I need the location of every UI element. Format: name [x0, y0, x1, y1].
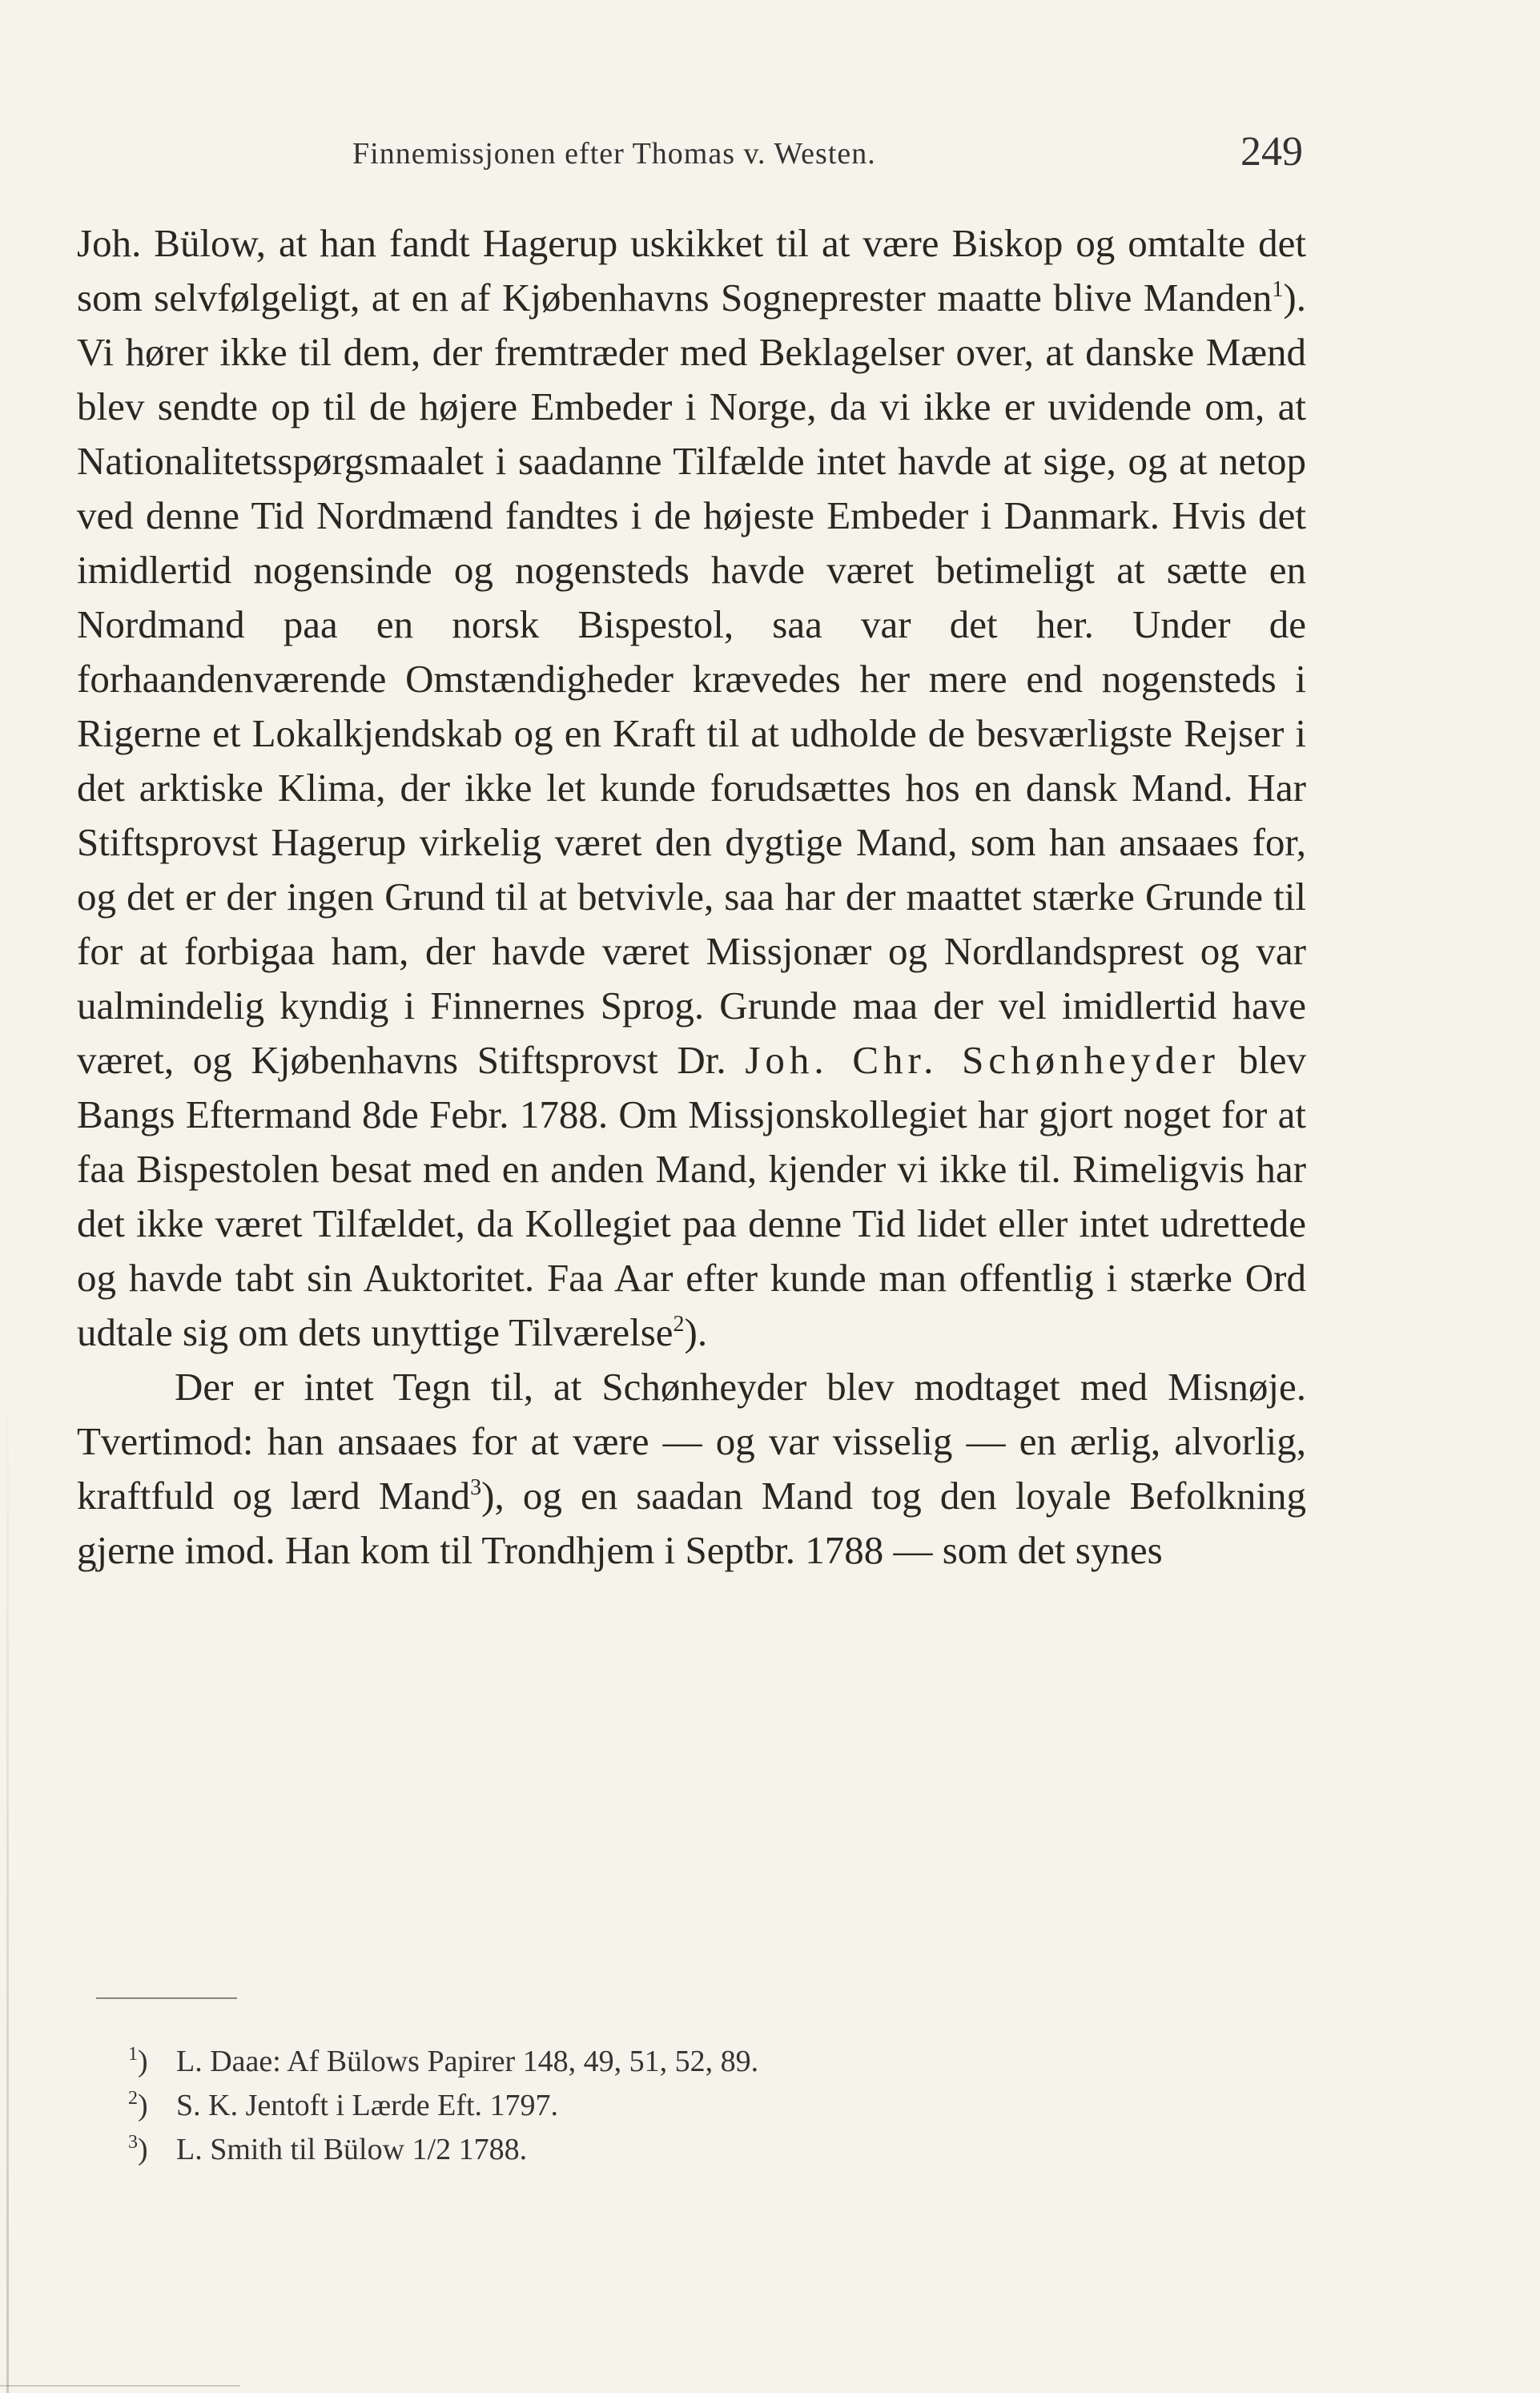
- paragraph-1-text-d: ).: [684, 1310, 708, 1354]
- body-text: [77, 216, 1306, 1578]
- paragraph-2-text-b: ), og en saadan Mand tog den loyale Befolkning gjerne imod. Han kom til Trondhjem i Septbr. 1788 — som det synes: [77, 1474, 1307, 1572]
- paragraph-1-text-c: blev Bangs Eftermand 8de Febr. 1788. Om Missjonskollegiet har gjort noget for at faa Bispestolen besat med en anden Mand, kjender vi ikke til. Rimeligvis har det ikke været Tilfældet, da Kollegiet paa denne Tid lidet eller intet udrettede og havde tabt sin Auktoritet. Faa Aar efter kunde man offentlig i stærke Ord udtale sig om dets unyttige Tilværelse: [77, 1038, 1306, 1354]
- footnote-1: $^1$) L. Daae: Af Bülows Papirer 148, 49, 51, 52, 89.: [128, 2044, 759, 2078]
- footnote-ref-1: 1: [1272, 277, 1284, 302]
- spaced-name: Joh. Chr. Schønheyder: [745, 1038, 1220, 1082]
- paragraph-1-text-b: ). Vi hører ikke til dem, der fremtræder med Beklagelser over, at danske Mænd blev sendte op til de højere Embeder i Norge, da vi ikke er uvidende om, at Nationalitetsspørgsmaalet i saadanne Tilfælde intet havde at sige, og at netop ved denne Tid Nordmænd fandtes i de højeste Embeder i Danmark. Hvis det imidlertid nogensinde og nogensteds havde været betimeligt at sætte en Nordmand paa en norsk Bispestol, saa var det her. Under de forhaandenværende Omstændigheder krævedes her mere end nogensteds i Rigerne et Lokalkjendskab og en Kraft til at udholde de besværligste Rejser i det arktiske Klima, der ikke let kunde forudsættes hos en dansk Mand. Har Stiftsprovst Hagerup virkelig været den dygtige Mand, som han ansaaes for, og det er der ingen Grund til at betvivle, saa har der maattet stærke Grunde til for at forbigaa ham, der havde været Missjonær og Nordlandsprest og var ualmindelig kyndig i Finnernes Sprog. Grunde maa der vel imidlertid have været, og Kjøbenhavns Stiftsprovst Dr.: [77, 275, 1306, 1082]
- paragraph-2-text-a: Der er intet Tegn til, at Schønheyder blev modtaget med Misnøje. Tvertimod: han ansaaes for at være — og var visselig — en ærlig, alvorlig, kraftfuld og lærd Mand: [77, 1365, 1306, 1518]
- footnote-mark: 2: [128, 2088, 138, 2109]
- footnote-2: $^2$) S. K. Jentoft i Lærde Eft. 1797.: [128, 2088, 559, 2122]
- footnote-text: S. K. Jentoft i Lærde Eft. 1797.: [176, 2089, 559, 2122]
- page-number: 249: [1240, 129, 1303, 175]
- footnote-3: $^3$) L. Smith til Bülow 1/2 1788.: [128, 2132, 528, 2166]
- page-edge-shadow: [6, 1361, 9, 2393]
- footnote-mark: 1: [128, 2044, 138, 2065]
- paragraph-1: [77, 216, 1306, 1360]
- footnote-divider: [96, 1997, 237, 1999]
- footnote-text: L. Smith til Bülow 1/2 1788.: [176, 2133, 528, 2166]
- paragraph-1-text-a: Joh. Bülow, at han fandt Hagerup uskikket til at være Biskop og omtalte det som selvfølgeligt, at en af Kjøbenhavns Sogneprester maatte blive Manden: [77, 221, 1306, 320]
- footnote-text: L. Daae: Af Bülows Papirer 148, 49, 51, 52, 89.: [176, 2045, 759, 2078]
- footnote-ref-3: 3: [470, 1475, 482, 1500]
- running-head: Finnemissjonen efter Thomas v. Westen.: [352, 137, 876, 171]
- footnote-ref-2: 2: [673, 1312, 685, 1337]
- page-edge-line: [0, 2385, 240, 2387]
- paragraph-2: [77, 1360, 1306, 1578]
- footnote-mark: 3: [128, 2132, 138, 2153]
- footnotes: [128, 2040, 1169, 2172]
